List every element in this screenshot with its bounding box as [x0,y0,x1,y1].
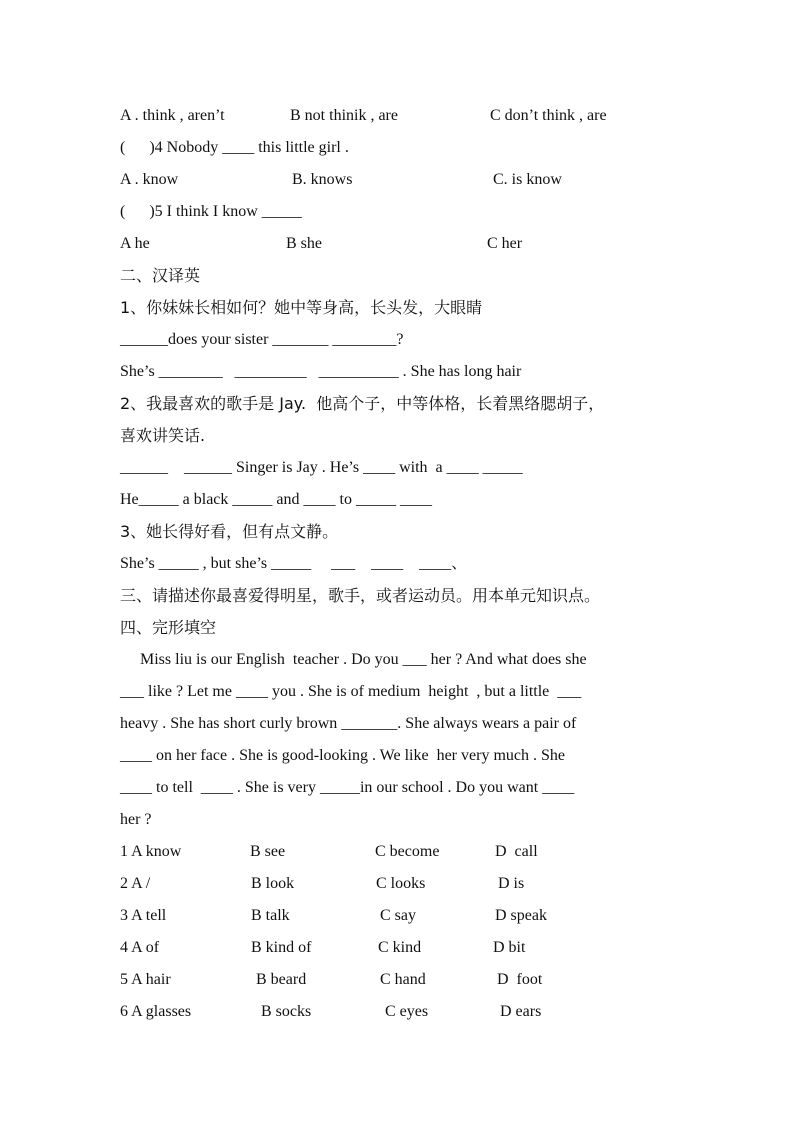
choice-d: D bit [493,939,526,956]
choice-row [120,936,754,960]
section-heading: 二、汉译英 [120,266,201,285]
choice-c: C kind [378,939,422,956]
choice-c: C say [380,907,416,924]
choice-row [120,968,754,992]
option-c: C. is know [493,171,562,188]
item1-english-line2: She’s ________ _________ __________ . She has long hair [120,363,522,380]
choice-row [120,904,754,928]
q5-options [120,232,754,256]
option-a: A . know [120,171,179,188]
q5-stem: ( )5 I think I know _____ [120,203,302,220]
choice-d: D ears [500,1003,542,1020]
choice-c: C hand [380,971,426,988]
choice-b: B socks [261,1003,312,1020]
item1-english-line1: ______does your sister _______ ________? [120,331,404,348]
section-heading: 四、完形填空 [120,618,217,637]
option-b: B not thinik , are [290,107,398,124]
choice-a: 1 A know [120,843,182,860]
option-b: B. knows [292,171,353,188]
choice-c: C eyes [385,1003,429,1020]
item3-chinese: 3、她长得好看，但有点文静。 [120,522,339,541]
section-heading: 三、请描述你最喜爱得明星，歌手，或者运动员。用本单元知识点。 [120,586,601,605]
choice-c: C become [375,843,440,860]
choice-row [120,1000,754,1024]
item2-english-line2: He_____ a black _____ and ____ to _____ ____ [120,491,432,508]
option-a: A he [120,235,150,252]
option-c: C her [487,235,523,252]
option-b: B she [286,235,322,252]
choice-b: B look [251,875,295,892]
passage-line: ___ like ? Let me ____ you . She is of medium height , but a little ___ [120,683,582,700]
passage-line: ____ on her face . She is good-looking . We like her very much . She [120,747,565,764]
choice-d: D is [498,875,525,892]
choice-b: B see [250,843,286,860]
passage-line: heavy . She has short curly brown _______. She always wears a pair of [120,715,577,732]
choice-d: D foot [497,971,543,988]
item2-english-line1: ______ ______ Singer is Jay . He’s ____ with a ____ _____ [120,459,523,476]
choice-b: B talk [251,907,290,924]
choice-a: 6 A glasses [120,1003,192,1020]
choice-d: D speak [495,907,547,924]
choice-d: D call [495,843,538,860]
q3-options [120,104,754,128]
item3-english: She’s _____ , but she’s _____ ___ ____ ____、 [120,555,468,572]
passage-line: her ? [120,811,152,828]
q4-stem: ( )4 Nobody ____ this little girl . [120,139,349,156]
choice-row [120,872,754,896]
item1-chinese: 1、你妹妹长相如何？她中等身高，长头发，大眼睛 [120,298,483,317]
choice-a: 3 A tell [120,907,167,924]
option-a: A . think , aren’t [120,107,225,124]
choice-c: C looks [376,875,426,892]
option-c: C don’t think , are [490,107,607,124]
choice-b: B kind of [251,939,312,956]
choice-a: 4 A of [120,939,160,956]
choice-a: 2 A / [120,875,151,892]
choice-a: 5 A hair [120,971,171,988]
choice-b: B beard [256,971,307,988]
item2-chinese-line2: 喜欢讲笑话. [120,426,206,445]
passage-line: Miss liu is our English teacher . Do you ___ her ? And what does she [120,651,587,668]
q4-options [120,168,754,192]
item2-chinese-line1: 2、我最喜欢的歌手是 Jay. 他高个子，中等体格，长着黑络腮胡子， [120,394,605,413]
passage-line: ____ to tell ____ . She is very _____in our school . Do you want ____ [120,779,575,796]
choice-row [120,840,754,864]
